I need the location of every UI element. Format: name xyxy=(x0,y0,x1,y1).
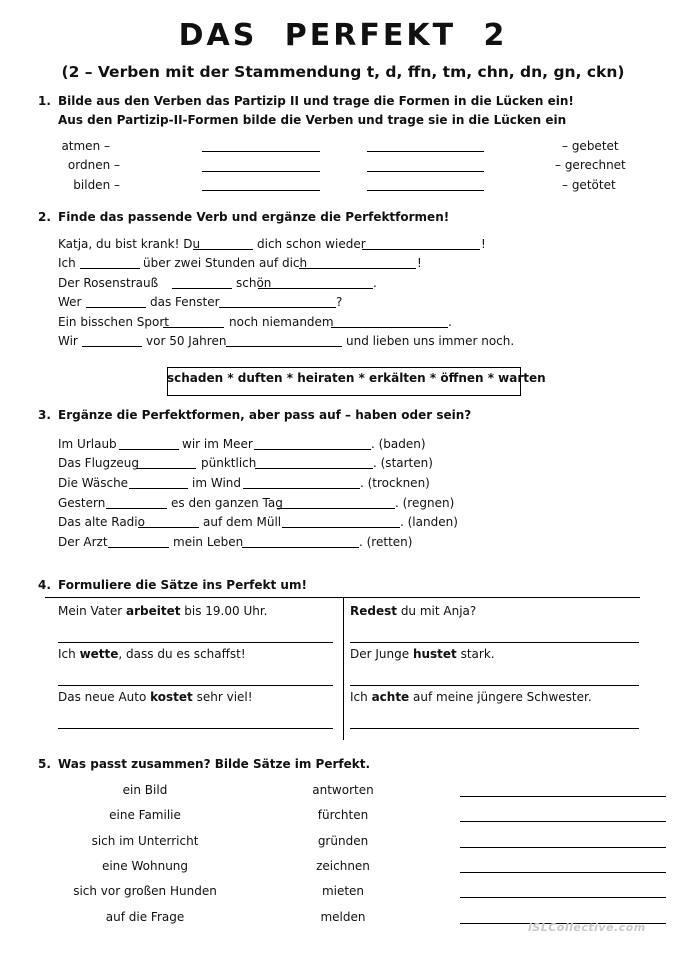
sentence-text: Wir xyxy=(58,334,78,348)
sentence-text: Die Wäsche xyxy=(58,476,129,490)
sentence-text: über zwei Stunden auf dich xyxy=(143,256,308,270)
answer-line[interactable] xyxy=(460,897,666,898)
exercise-3-instruction: Ergänze die Perfektformen, aber pass auf – haben oder sein? xyxy=(58,408,472,422)
answer-line[interactable] xyxy=(367,171,484,172)
phrase-left: auf die Frage xyxy=(105,910,185,924)
answer-line[interactable] xyxy=(460,821,666,822)
answer-line[interactable] xyxy=(460,872,666,873)
answer-line[interactable] xyxy=(258,288,373,289)
answer-line[interactable] xyxy=(202,190,320,191)
answer-line[interactable] xyxy=(129,488,188,489)
answer-line[interactable] xyxy=(254,449,371,450)
sentence-text: . (trocknen) xyxy=(360,476,430,490)
sentence-text: und lieben uns immer noch. xyxy=(346,334,515,348)
answer-line[interactable] xyxy=(202,171,320,172)
sentence-text: Redest du mit Anja? xyxy=(350,604,477,618)
sentence-text: im Wind xyxy=(192,476,241,490)
answer-line[interactable] xyxy=(58,728,333,729)
sentence-text: noch niemandem xyxy=(229,315,334,329)
phrase-left: sich im Unterricht xyxy=(91,834,199,848)
answer-line[interactable] xyxy=(350,685,639,686)
exercise-1-instruction-1: Bilde aus den Verben das Partizip II und trage die Formen in die Lücken ein! xyxy=(58,94,574,108)
answer-line[interactable] xyxy=(58,642,333,643)
sentence-text: . (landen) xyxy=(400,515,458,529)
answer-line[interactable] xyxy=(362,249,480,250)
exercise-4-number: 4. xyxy=(38,578,51,592)
sentence-text: Das neue Auto kostet sehr viel! xyxy=(58,690,253,704)
answer-line[interactable] xyxy=(226,346,342,347)
answer-line[interactable] xyxy=(331,327,448,328)
sentence-text: Im Urlaub xyxy=(58,437,117,451)
answer-line[interactable] xyxy=(193,249,253,250)
answer-line[interactable] xyxy=(219,307,336,308)
sentence-text: Ich achte auf meine jüngere Schwester. xyxy=(350,690,592,704)
exercise-1-number: 1. xyxy=(38,94,51,108)
exercise-5-instruction: Was passt zusammen? Bilde Sätze im Perfekt. xyxy=(58,757,371,771)
phrase-left: eine Familie xyxy=(109,808,181,822)
sentence-text: vor 50 Jahren xyxy=(146,334,227,348)
answer-line[interactable] xyxy=(367,151,484,152)
verb-ordnen: ordnen – xyxy=(67,158,120,172)
verb-mid: gründen xyxy=(317,834,369,848)
sentence-text: dich schon wieder xyxy=(257,237,366,251)
exercise-5-number: 5. xyxy=(38,757,51,771)
partizip-getoetet: – getötet xyxy=(562,178,616,192)
partizip-gebetet: – gebetet xyxy=(562,139,619,153)
answer-line[interactable] xyxy=(80,268,140,269)
sentence-text: . xyxy=(373,276,377,290)
answer-line[interactable] xyxy=(58,685,333,686)
sentence-text: Der Rosenstrauß xyxy=(58,276,159,290)
sentence-text: das Fenster xyxy=(150,295,220,309)
exercise-1-instruction-2: Aus den Partizip-II-Formen bilde die Verben und trage sie in die Lücken ein xyxy=(58,113,567,127)
verb-atmen: atmen – xyxy=(61,139,110,153)
verb-mid: mieten xyxy=(321,884,365,898)
answer-line[interactable] xyxy=(282,527,400,528)
phrase-left: sich vor großen Hunden xyxy=(73,884,217,898)
page-subtitle: (2 – Verben mit der Stammendung t, d, ffn, tm, chn, dn, gn, ckn) xyxy=(61,63,625,81)
sentence-text: . (regnen) xyxy=(395,496,455,510)
sentence-text: Das alte Radio xyxy=(58,515,145,529)
word-box-text: schaden * duften * heiraten * erkälten * öffnen * warten xyxy=(167,371,546,385)
verb-mid: fürchten xyxy=(317,808,369,822)
sentence-text: Ein bisschen Sport xyxy=(58,315,170,329)
answer-line[interactable] xyxy=(202,151,320,152)
sentence-text: auf dem Müll xyxy=(203,515,282,529)
sentence-text: ! xyxy=(417,256,422,270)
page-title: DAS PERFEKT 2 xyxy=(178,18,508,53)
answer-line[interactable] xyxy=(163,327,224,328)
sentence-text: . (baden) xyxy=(371,437,426,451)
sentence-text: Mein Vater arbeitet bis 19.00 Uhr. xyxy=(58,604,268,618)
sentence-text: mein Leben xyxy=(173,535,244,549)
sentence-text: Gestern xyxy=(58,496,106,510)
sentence-text: . (starten) xyxy=(373,456,433,470)
answer-line[interactable] xyxy=(460,847,666,848)
verb-mid: antworten xyxy=(312,783,374,797)
answer-line[interactable] xyxy=(86,307,146,308)
sentence-text: Der Junge hustet stark. xyxy=(350,647,495,661)
answer-line[interactable] xyxy=(350,642,639,643)
sentence-text: Ich xyxy=(58,256,76,270)
exercise-4-instruction: Formuliere die Sätze ins Perfekt um! xyxy=(58,578,307,592)
sentence-text: ? xyxy=(336,295,343,309)
answer-line[interactable] xyxy=(172,288,232,289)
answer-line[interactable] xyxy=(138,527,199,528)
sentence-text: Wer xyxy=(58,295,82,309)
sentence-text: Katja, du bist krank! Du xyxy=(58,237,201,251)
answer-line[interactable] xyxy=(367,190,484,191)
answer-line[interactable] xyxy=(119,449,179,450)
verb-mid: melden xyxy=(320,910,366,924)
answer-line[interactable] xyxy=(277,508,395,509)
sentence-text: Das Flugzeug xyxy=(58,456,140,470)
answer-line[interactable] xyxy=(108,547,169,548)
sentence-text: . xyxy=(448,315,452,329)
sentence-text: ! xyxy=(481,237,486,251)
sentence-text: es den ganzen Tag xyxy=(171,496,283,510)
answer-line[interactable] xyxy=(106,508,167,509)
watermark: iSLCollective.com xyxy=(528,921,646,934)
exercise-2-instruction: Finde das passende Verb und ergänze die Perfektformen! xyxy=(58,210,450,224)
partizip-gerechnet: – gerechnet xyxy=(555,158,626,172)
answer-line[interactable] xyxy=(299,268,416,269)
sentence-text: schön xyxy=(236,276,272,290)
answer-line[interactable] xyxy=(350,728,639,729)
exercise-2-number: 2. xyxy=(38,210,51,224)
verb-mid: zeichnen xyxy=(316,859,370,873)
answer-line[interactable] xyxy=(460,796,666,797)
phrase-left: ein Bild xyxy=(122,783,168,797)
sentence-text: Ich wette, dass du es schaffst! xyxy=(58,647,246,661)
sentence-text: wir im Meer xyxy=(182,437,253,451)
answer-line[interactable] xyxy=(243,488,360,489)
answer-line[interactable] xyxy=(136,468,196,469)
sentence-text: pünktlich xyxy=(201,456,257,470)
answer-line[interactable] xyxy=(242,547,359,548)
answer-line[interactable] xyxy=(255,468,373,469)
phrase-left: eine Wohnung xyxy=(101,859,189,873)
answer-line[interactable] xyxy=(82,346,142,347)
sentence-text: . (retten) xyxy=(359,535,413,549)
exercise-3-number: 3. xyxy=(38,408,51,422)
column-divider xyxy=(343,598,344,740)
verb-bilden: bilden – xyxy=(73,178,120,192)
sentence-text: Der Arzt xyxy=(58,535,108,549)
